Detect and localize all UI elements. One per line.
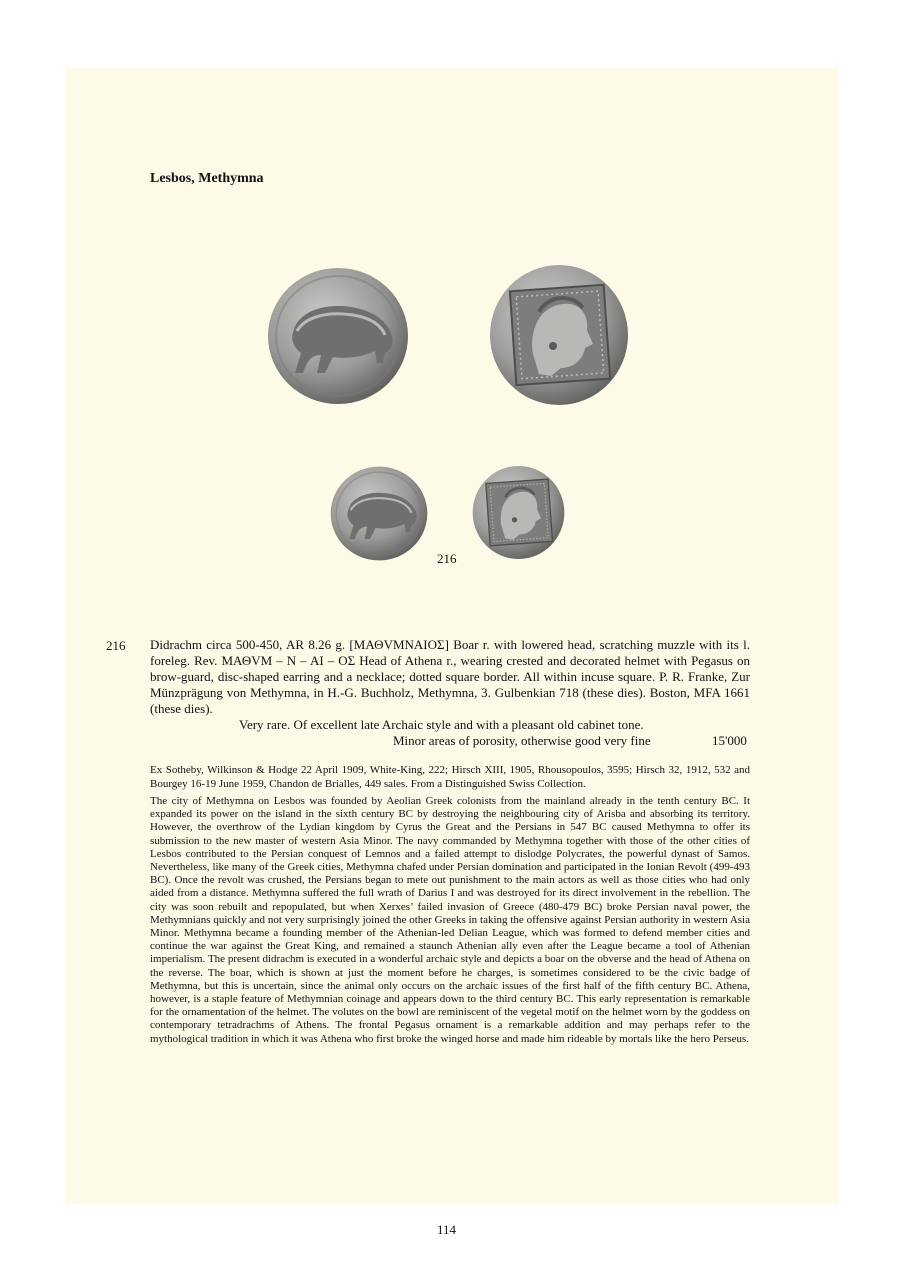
historical-essay: The city of Methymna on Lesbos was founded by Aeolian Greek colonists from the mainland already in the tenth century BC. It expanded its power on the island in the sixth century BC by destroying the neighbouring city of Arisba and absorbing its territory. However, the overthrow of the Lydian kingdom by Cyrus the Great and the Persians in 547 BC caused Methymna to offer its submission to the new master of western Asia Minor. The navy commanded by Methymna together with those of the other cities of Lesbos contributed to the Persian conquest of Lemnos and a failed attempt to dislodge Polycrates, the powerful dynast of Samos. Nevertheless, like many of the Greek cities, Methymna chafed under Persian domination and participated in the Ionian Revolt (499-493 BC). Once the revolt was crushed, the Persians began to mete out punishment to the main actors as well as those cities who had only aided from a distance. Methymna suffered the full wrath of Darius I and was destroyed for its direct involvement in the rebellion. The city was soon rebuilt and repopulated, but when Xerxes’ failed invasion of Greece (480-479 BC) broke Persian naval power, the Methymnians quickly and not very surprisingly joined the other Greeks in taking the offensive against Persian authority in western Asia Minor. Methymna became a founding member of the Athenian-led Delian League, which was formed to defend member cities and continue the war against the Great King, and remained a staunch Athenian ally even after the League became a tool of Athenian imperialism. The present didrachm is executed in a wonderful archaic style and depicts a boar on the obverse and the head of Athena on the reverse. The boar, which is shown at just the moment before he charges, is sometimes considered to be the civic badge of Methymna, but this is uncertain, since the animal only occurs on the archaic issues of the first half of the fifth century BC. Athena, however, is a staple feature of Methymnian coinage and appears down to the third century BC. This early representation is remarkable for the ornamentation of the helmet. The volutes on the bowl are reminiscent of the vegetal motif on the helmet worn by the goddess on contemporary tetradrachms of Athens. The frontal Pegasus ornament is a remarkable addition and may perhaps refer to the mythological tradition in which it was Athena who first broke the winged horse and made him rideable by mortals like the hero Perseus. xyxy=(150,795,750,1045)
coin-obverse-boar-small xyxy=(330,465,428,562)
coin-obverse-boar-large xyxy=(267,267,409,405)
coin-reverse-athena-small xyxy=(472,464,565,561)
lot-number: 216 xyxy=(106,638,126,653)
lot-price: 15'000 xyxy=(712,733,747,748)
boar-icon xyxy=(267,267,409,405)
condition-line-1: Very rare. Of excellent late Archaic style and with a pleasant old cabinet tone. xyxy=(239,717,644,732)
boar-icon xyxy=(330,465,428,562)
athena-head-icon xyxy=(489,264,629,406)
athena-head-icon xyxy=(472,464,565,561)
section-title: Lesbos, Methymna xyxy=(150,171,264,186)
lot-description: Didrachm circa 500-450, AR 8.26 g. [ΜΑΘVΜΝΑΙΟΣ] Boar r. with lowered head, scratching muzzle with its l. foreleg. Rev. ΜΑΘVΜ – Ν – ΑΙ – ΟΣ Head of Athena r., wearing crested and decorated helmet with Pegasus on brow-guard, disc-shaped earring and a necklace; dotted square border. All within incuse square. P. R. Franke, Zur Münzprägung von Methymna, in H.-G. Buchholz, Methymna, 3. Gulbenkian 718 (these dies). Boston, MFA 1661 (these dies). xyxy=(150,637,750,716)
provenance-note: Ex Sotheby, Wilkinson & Hodge 22 April 1909, White-King, 222; Hirsch XIII, 1905, Rhousopoulos, 3595; Hirsch 32, 1912, 532 and Bourgey 16-19 June 1959, Chandon de Brialles, 449 sales. From a Distinguished Swiss Collection. xyxy=(150,764,750,790)
condition-line-2: Minor areas of porosity, otherwise good very fine xyxy=(393,733,651,748)
plate-label: 216 xyxy=(437,551,457,566)
coin-reverse-athena-large xyxy=(489,264,629,406)
page-number: 114 xyxy=(437,1222,457,1237)
